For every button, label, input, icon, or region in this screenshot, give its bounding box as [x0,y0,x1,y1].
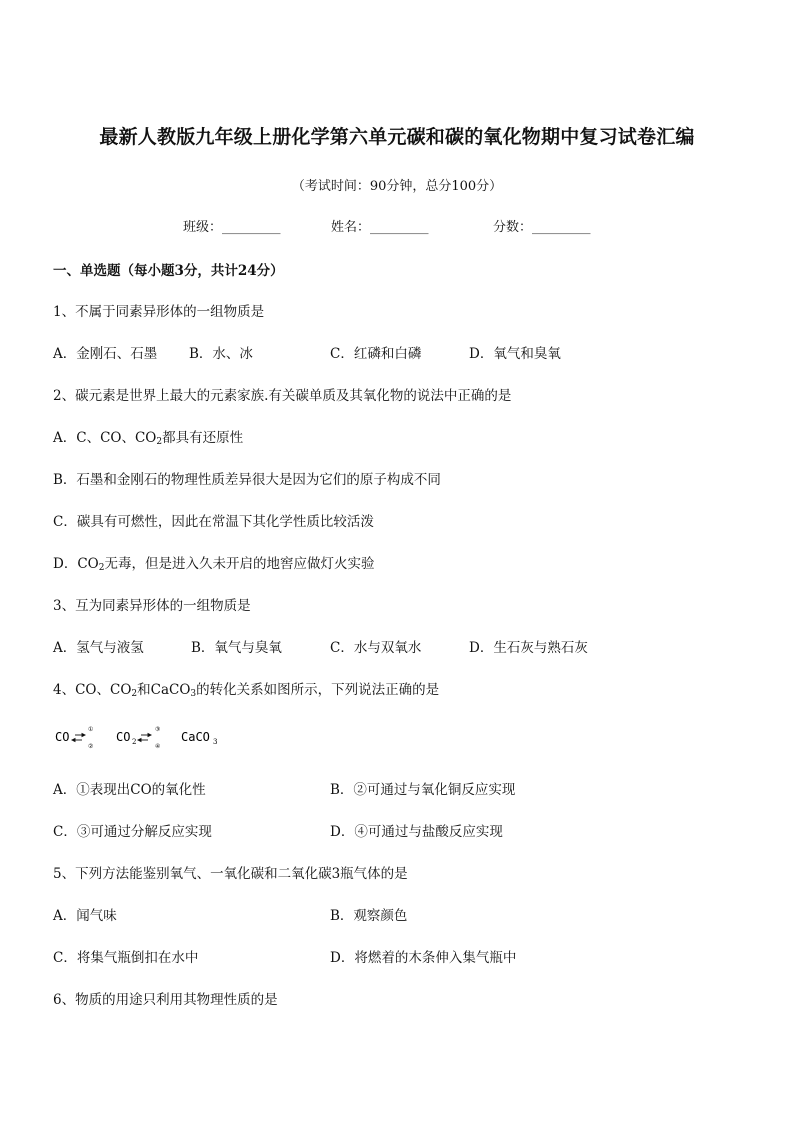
question-6-stem: 6、物质的用途只利用其物理性质的是 [53,992,278,1008]
question-4-option-b: B．②可通过与氧化铜反应实现 [330,782,516,798]
question-2-option-b: B．石墨和金刚石的物理性质差异很大是因为它们的原子构成不同 [53,472,441,488]
question-4-option-a: A．①表现出CO的氧化性 [53,782,206,798]
question-4-option-c: C．③可通过分解反应实现 [53,824,212,840]
scheme-co2: CO [116,730,131,744]
question-2-stem: 2、碳元素是世界上最大的元素家族.有关碳单质及其氧化物的说法中正确的是 [53,388,512,404]
question-3-option-a: A．氢气与液氢 [53,640,144,656]
score-field-label: 分数：_________ [493,220,591,235]
scheme-co: CO [55,730,70,744]
question-4-stem: 4、CO、$CO_2$和CaCO$_3$的转化关系如图所示，下列说法正确的是 [53,682,440,699]
scheme-mark-1: ① [88,726,94,733]
question-4-option-d: D．④可通过与盐酸反应实现 [330,824,503,840]
question-3-option-d: D．生石灰与熟石灰 [469,640,588,656]
arrow-pair-1 [72,734,85,742]
question-2-option-d: D．$CO_2$无毒，但是进入久未开启的地窖应做灯火实验 [53,556,375,573]
question-5-option-a: A．闻气味 [53,908,117,924]
question-5-option-d: D．将燃着的木条伸入集气瓶中 [330,950,517,966]
question-2-option-a: A．C、CO、$CO_2$都具有还原性 [53,430,244,447]
conversion-scheme-graphic [55,726,255,752]
question-2-option-c: C．碳具有可燃性，因此在常温下其化学性质比较活泼 [53,514,374,530]
scheme-caco3-subscript: 3 [213,738,218,746]
scheme-mark-4: ④ [155,743,161,750]
scheme-caco3: CaCO [181,730,210,744]
question-3-option-b: B．氧气与臭氧 [191,640,282,656]
scheme-mark-2: ② [88,743,94,750]
class-field-label: 班级：_________ [183,220,281,235]
question-5-option-c: C．将集气瓶倒扣在水中 [53,950,199,966]
question-1-option-c: C．红磷和白磷 [330,346,422,362]
question-1-option-d: D．氧气和臭氧 [469,346,561,362]
scheme-mark-3: ③ [155,726,161,733]
question-3-stem: 3、互为同素异形体的一组物质是 [53,598,251,614]
question-3-option-c: C．水与双氧水 [330,640,422,656]
section-heading: 一、单选题（每小题3分，共计24分） [53,263,284,279]
scheme-co2-subscript: 2 [132,738,137,746]
name-field-label: 姓名：_________ [331,220,429,235]
exam-info: （考试时间：90分钟，总分100分） [291,179,503,194]
conversion-scheme [55,726,255,752]
arrow-pair-2 [138,734,151,742]
question-1-option-a: A．金刚石、石墨 [53,346,158,362]
question-5-stem: 5、下列方法能鉴别氧气、一氧化碳和二氧化碳3瓶气体的是 [53,866,408,882]
document-title: 最新人教版九年级上册化学第六单元碳和碳的氧化物期中复习试卷汇编 [99,126,695,148]
question-1-stem: 1、不属于同素异形体的一组物质是 [53,304,265,320]
question-5-option-b: B．观察颜色 [330,908,408,924]
question-1-option-b: B．水、冰 [189,346,253,362]
